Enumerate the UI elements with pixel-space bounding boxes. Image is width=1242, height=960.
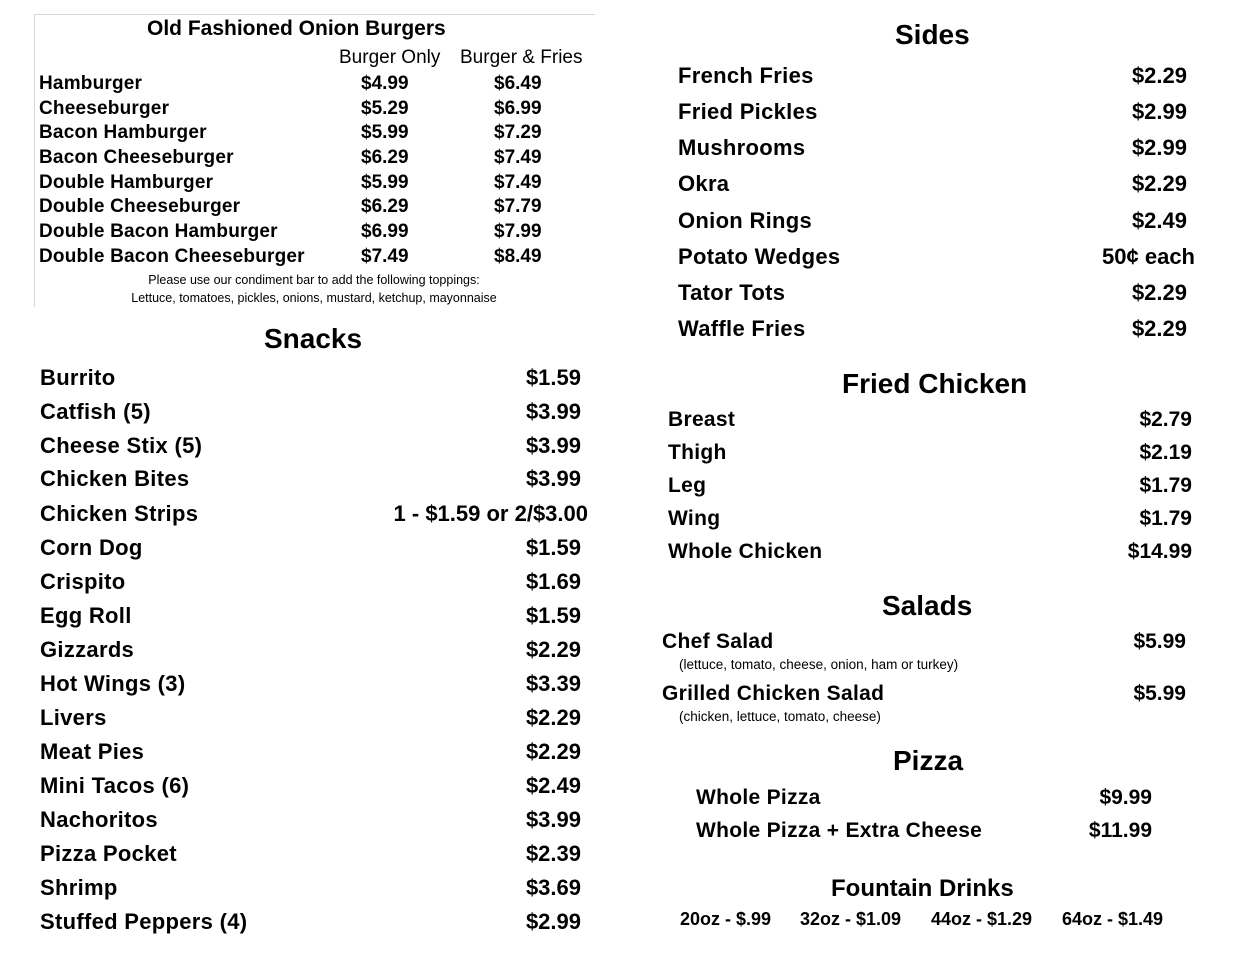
chicken-item-price: $1.79: [1139, 474, 1192, 497]
side-item-name: Fried Pickles: [678, 99, 818, 124]
burger-fries-price: $7.49: [494, 172, 542, 193]
chicken-item-price: $1.79: [1139, 507, 1192, 530]
burger-only-price: $6.29: [361, 196, 409, 217]
snack-item-name: Stuffed Peppers (4): [40, 909, 248, 934]
chicken-item-price: $2.79: [1139, 408, 1192, 431]
burger-only-price: $6.29: [361, 147, 409, 168]
side-item-price: $2.29: [1131, 316, 1187, 341]
snack-item-price: $3.39: [525, 671, 581, 696]
condiment-note-line1: Please use our condiment bar to add the following toppings:: [148, 273, 480, 287]
drink-size-price: 32oz - $1.09: [800, 909, 902, 929]
snack-item-price: $3.69: [525, 875, 581, 900]
snack-item-name: Egg Roll: [40, 603, 132, 628]
snack-item-price: $2.29: [525, 637, 581, 662]
chicken-item-name: Wing: [668, 507, 721, 530]
pizza-item-name: Whole Pizza: [696, 786, 821, 809]
burger-item-name: Cheeseburger: [39, 98, 170, 119]
burger-item-name: Bacon Cheeseburger: [39, 147, 234, 168]
snack-item-price: $1.59: [525, 603, 581, 628]
snack-item-price: $1.59: [525, 365, 581, 390]
burger-item-name: Double Bacon Cheeseburger: [39, 246, 305, 267]
burger-fries-price: $7.29: [494, 122, 542, 143]
drink-size-price: 64oz - $1.49: [1062, 909, 1164, 929]
snack-item-price: $2.39: [525, 841, 581, 866]
burger-only-price: $4.99: [361, 73, 409, 94]
snack-item-name: Hot Wings (3): [40, 671, 186, 696]
snack-item-name: Mini Tacos (6): [40, 773, 190, 798]
chicken-item-name: Whole Chicken: [668, 540, 823, 563]
snack-item-name: Corn Dog: [40, 535, 143, 560]
snack-item-name: Catfish (5): [40, 399, 151, 424]
snack-item-price: $1.69: [525, 569, 581, 594]
snack-item-name: Livers: [40, 705, 107, 730]
snack-item-price: $2.49: [525, 773, 581, 798]
burger-only-column-header: Burger Only: [339, 47, 441, 68]
salad-item-description: (chicken, lettuce, tomato, cheese): [679, 709, 881, 724]
side-item-name: French Fries: [678, 63, 814, 88]
fried-chicken-section-title: Fried Chicken: [842, 368, 1028, 399]
salad-item-price: $5.99: [1133, 682, 1186, 705]
side-item-name: Okra: [678, 171, 730, 196]
snack-item-name: Gizzards: [40, 637, 135, 662]
snack-item-name: Chicken Bites: [40, 466, 190, 491]
snack-item-name: Burrito: [40, 365, 116, 390]
burger-section-title: Old Fashioned Onion Burgers: [147, 17, 446, 40]
burger-fries-price: $7.99: [494, 221, 542, 242]
chicken-item-price: $2.19: [1139, 441, 1192, 464]
side-item-name: Tator Tots: [678, 280, 786, 305]
snack-item-price: 1 - $1.59 or 2/$3.00: [393, 501, 588, 526]
burger-item-name: Double Hamburger: [39, 172, 214, 193]
side-item-price: 50¢ each: [1102, 244, 1195, 269]
snack-item-price: $3.99: [525, 807, 581, 832]
snack-item-name: Pizza Pocket: [40, 841, 177, 866]
salad-item-name: Chef Salad: [662, 630, 774, 653]
pizza-section-title: Pizza: [893, 745, 964, 776]
condiment-note-line2: Lettuce, tomatoes, pickles, onions, mustard, ketchup, mayonnaise: [131, 291, 497, 305]
burger-only-price: $5.99: [361, 122, 409, 143]
snack-item-price: $3.99: [525, 399, 581, 424]
burger-fries-price: $6.99: [494, 98, 542, 119]
pizza-item-name: Whole Pizza + Extra Cheese: [696, 819, 983, 842]
burger-item-name: Hamburger: [39, 73, 143, 94]
snack-item-price: $2.29: [525, 739, 581, 764]
chicken-item-name: Breast: [668, 408, 736, 431]
burger-item-name: Bacon Hamburger: [39, 122, 207, 143]
salads-section-title: Salads: [882, 590, 973, 621]
chicken-item-name: Leg: [668, 474, 707, 497]
side-item-price: $2.29: [1131, 63, 1187, 88]
side-item-price: $2.99: [1131, 135, 1187, 160]
burger-fries-price: $8.49: [494, 246, 542, 267]
snack-item-name: Shrimp: [40, 875, 118, 900]
side-item-price: $2.29: [1131, 171, 1187, 196]
chicken-item-price: $14.99: [1127, 540, 1192, 563]
burger-fries-price: $7.49: [494, 147, 542, 168]
burger-only-price: $7.49: [361, 246, 409, 267]
drink-size-price: 44oz - $1.29: [931, 909, 1033, 929]
pizza-item-price: $11.99: [1088, 819, 1152, 842]
snack-item-price: $2.99: [525, 909, 581, 934]
side-item-name: Mushrooms: [678, 135, 806, 160]
snack-item-price: $2.29: [525, 705, 581, 730]
side-item-price: $2.29: [1131, 280, 1187, 305]
burger-item-name: Double Cheeseburger: [39, 196, 241, 217]
drink-size-price: 20oz - $.99: [680, 909, 772, 929]
side-item-price: $2.49: [1131, 208, 1187, 233]
snack-item-name: Meat Pies: [40, 739, 145, 764]
snack-item-name: Cheese Stix (5): [40, 433, 203, 458]
burger-fries-price: $7.79: [494, 196, 542, 217]
fountain-drinks-section-title: Fountain Drinks: [831, 875, 1014, 902]
side-item-price: $2.99: [1131, 99, 1187, 124]
side-item-name: Potato Wedges: [678, 244, 841, 269]
burger-only-price: $6.99: [361, 221, 409, 242]
burger-item-name: Double Bacon Hamburger: [39, 221, 278, 242]
pizza-item-price: $9.99: [1099, 786, 1152, 809]
snacks-section-title: Snacks: [264, 323, 363, 354]
snack-item-price: $1.59: [525, 535, 581, 560]
salad-item-price: $5.99: [1133, 630, 1186, 653]
snack-item-price: $3.99: [525, 433, 581, 458]
side-item-name: Waffle Fries: [678, 316, 806, 341]
snack-item-name: Crispito: [40, 569, 126, 594]
chicken-item-name: Thigh: [668, 441, 727, 464]
side-item-name: Onion Rings: [678, 208, 813, 233]
snack-item-name: Chicken Strips: [40, 501, 199, 526]
salad-item-name: Grilled Chicken Salad: [662, 682, 885, 705]
snack-item-name: Nachoritos: [40, 807, 158, 832]
snack-item-price: $3.99: [525, 466, 581, 491]
burger-fries-column-header: Burger & Fries: [460, 47, 583, 68]
burger-fries-price: $6.49: [494, 73, 542, 94]
salad-item-description: (lettuce, tomato, cheese, onion, ham or turkey): [679, 657, 959, 672]
sides-section-title: Sides: [895, 19, 970, 50]
burger-only-price: $5.99: [361, 172, 409, 193]
burger-only-price: $5.29: [361, 98, 409, 119]
